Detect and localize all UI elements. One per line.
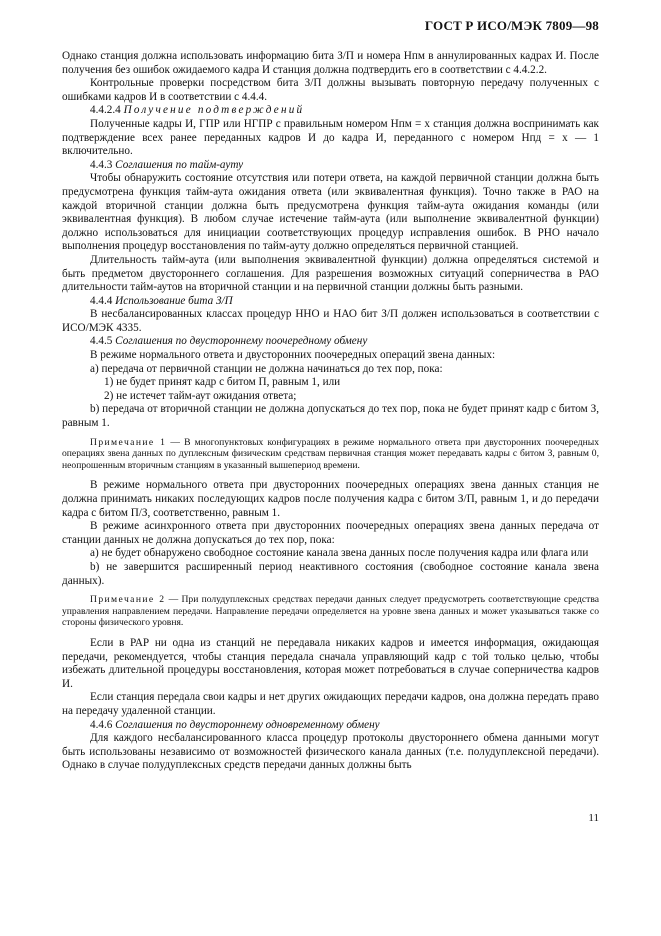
list-item: а) передача от первичной станции не должна начинаться до тех пор, пока: <box>90 362 443 375</box>
paragraph: В режиме нормального ответа при двусторонних поочередных операциях звена данных станция не должна принимать никаких последующих кадров после получения кадра с битом З/П, равным 1, и до передачи кадра с битом П/З, соответственно, равным 1. <box>62 479 599 519</box>
section-number: 4.4.3 <box>90 158 113 171</box>
note-1 <box>62 437 599 472</box>
section-heading-4-4-4 <box>62 295 599 309</box>
paragraph: В режиме асинхронного ответа при двусторонних поочередных операциях звена данных передача от станции данных не должна допускаться до тех пор, пока: <box>62 520 599 546</box>
document-header: ГОСТ Р ИСО/МЭК 7809—98 <box>424 18 599 33</box>
page-number: 11 <box>588 812 599 824</box>
paragraph: Чтобы обнаружить состояние отсутствия или потери ответа, на каждой первичной станции должна быть предусмотрена функция тайм-аута ожидания ответа (или эквивалентная функция). Точно также в РАО на каждой вторичной станции должна быть предусмотрена функция тайм-аута ожидания команды (или эквивалентная функция). В любом случае истечение тайм-аута (или выполнение эквивалентной функции) должно использоваться для инициации соответствующих процедур исправления ошибок. В РНО начало выполнения процедур восстановления по тайм-ауту должно определяться первичной станцией. <box>62 172 599 253</box>
page-body <box>62 50 599 773</box>
paragraph: Для каждого несбалансированного класса процедур протоколы двустороннего обмена данными могут быть использованы независимо от возможностей физического канала данных (т.е. полудуплексной передачи). Однако в случае полудуплексных средств передачи данных должны быть <box>62 732 599 772</box>
list-item: b) не завершится расширенный период неактивного состояния (свободное состояние канала звена данных). <box>62 560 599 587</box>
section-title: Получение подтверждений <box>123 104 305 117</box>
paragraph: Длительность тайм-аута (или выполнения эквивалентной функции) должна определяться системой и быть предметом двустороннего соглашения. Для разрешения возможных ситуаций соперничества в РАО длительности тайм-аутов на вторичной станции и на первичной станции должны быть разными. <box>62 253 599 294</box>
paragraph: В режиме нормального ответа и двусторонних поочередных операций звена данных: <box>90 349 496 362</box>
paragraph: Если станция передала свои кадры и нет других ожидающих передачи кадров, она должна передать право на передачу удаленной станции. <box>62 691 599 717</box>
list-item: а) не будет обнаружено свободное состояние канала звена данных после получения кадра или флага или <box>90 547 589 560</box>
note-label: Примечание 1 <box>90 436 167 448</box>
note-2 <box>62 594 599 629</box>
section-heading-4-4-5 <box>62 335 599 349</box>
section-heading-4-4-2-4 <box>62 104 599 118</box>
section-title: Соглашения по тайм-ауту <box>115 158 244 171</box>
section-number: 4.4.4 <box>90 294 113 307</box>
list-item: 2) не истечет тайм-аут ожидания ответа; <box>104 389 297 402</box>
paragraph: Контрольные проверки посредством бита З/П должны вызывать повторную передачу полученных с ошибками кадров И в соответствии с 4.4.4. <box>62 77 599 103</box>
section-number: 4.4.2.4 <box>90 104 121 117</box>
paragraph: Если в РАР ни одна из станций не передавала никаких кадров и имеется информация, ожидающая передачи, рекомендуется, чтобы станция передала сначала управляющий кадр с той только целью, чтобы избежать длительной процедуры восстановления, которая может потребоваться в случае соперничества кадров И. <box>62 636 599 690</box>
list-item: b) передача от вторичной станции не должна допускаться до тех пор, пока не будет принят кадр с битом З, равным 1. <box>62 403 599 430</box>
note-label: Примечание 2 <box>90 594 166 606</box>
section-heading-4-4-3 <box>62 159 599 173</box>
section-number: 4.4.5 <box>90 335 113 348</box>
section-title: Использование бита З/П <box>115 294 233 307</box>
section-title: Соглашения по двустороннему поочередному обмену <box>115 335 368 348</box>
paragraph: Однако станция должна использовать информацию бита З/П и номера Нпм в аннулированных кадрах И. После получения без ошибок ожидаемого кадра И станция должна подтвердить его в соответствии с 4.4.2.2. <box>62 50 599 76</box>
list-item: 1) не будет принят кадр с битом П, равным 1, или <box>104 376 341 389</box>
note-text: — При полудуплексных средствах передачи данных следует предусмотреть соответствующие средства управления направлением передачи. Направление передачи определяется на уровне звена данных и может указываться также со стороны физического уровня. <box>62 594 600 629</box>
section-number: 4.4.6 <box>90 718 113 731</box>
section-title: Соглашения по двустороннему одновременному обмену <box>115 718 380 731</box>
paragraph: Полученные кадры И, ГПР или НГПР с правильным номером Нпм = x станция должна воспринимать как подтверждение всех ранее переданных кадров И до кадра И, переданного с номером Нпд = x — 1 включительно. <box>62 117 599 158</box>
note-text: — В многопунктовых конфигурациях в режиме нормального ответа при двусторонних поочередных операциях звена данных по дуплексным физическим средствам первичная станция может передавать кадры с битом З, равным 0, неопрошенным вторичным станциям в указанный вышепериод времени. <box>62 436 599 471</box>
paragraph: В несбалансированных классах процедур ННО и НАО бит З/П должен использоваться в соответствии с ИСО/МЭК 4335. <box>62 308 599 334</box>
section-heading-4-4-6 <box>62 719 599 733</box>
